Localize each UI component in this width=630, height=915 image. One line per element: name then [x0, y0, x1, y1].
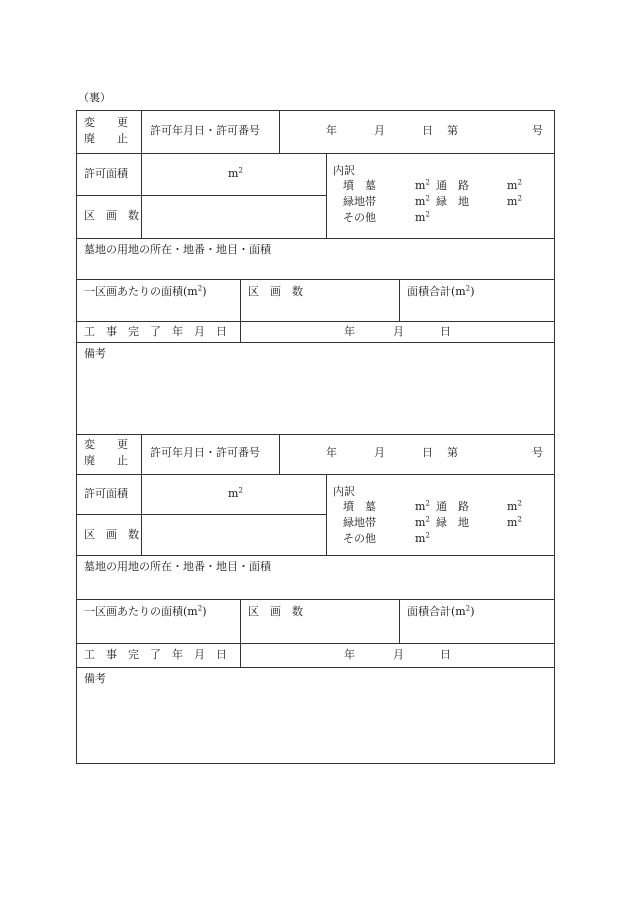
permit-month-label: 月 — [374, 124, 385, 137]
permit-go-label: 号 — [532, 446, 543, 459]
other-label: その他 — [343, 211, 376, 224]
lots-count-label: 区 画 数 — [248, 285, 303, 298]
grave-unit: $m^2$ — [415, 178, 430, 192]
per-lot-area-label: 一区画あたりの面積$(m^2)$ — [84, 604, 207, 618]
permit-area-label: 許可面積 — [84, 487, 128, 500]
form-section-1 — [77, 111, 554, 434]
completion-month-label: 月 — [393, 325, 404, 338]
total-area-label: 面積合計$(m^2)$ — [407, 604, 475, 618]
green-unit: $m^2$ — [507, 194, 522, 208]
breakdown-label: 内訳 — [333, 485, 355, 498]
permit-day-label: 日 — [422, 446, 433, 459]
form-section-2 — [77, 434, 554, 763]
permit-area-unit: $m^2$ — [228, 166, 243, 180]
other-unit: $m^2$ — [415, 210, 430, 224]
permit-area-label: 許可面積 — [84, 167, 128, 180]
lots-label: 区 画 数 — [84, 528, 139, 541]
breakdown-label: 内訳 — [333, 164, 355, 177]
permit-dai-label: 第 — [447, 124, 458, 137]
page-side-label: （裏） — [78, 91, 111, 104]
lots-label: 区 画 数 — [84, 209, 139, 222]
completion-month-label: 月 — [393, 648, 404, 661]
change-label: 変 更 — [84, 116, 128, 129]
permit-year-label: 年 — [326, 446, 337, 459]
location-label: 墓地の用地の所在・地番・地目・面積 — [84, 560, 271, 573]
green-unit: $m^2$ — [507, 515, 522, 529]
permit-go-label: 号 — [532, 124, 543, 137]
permit-dai-label: 第 — [447, 446, 458, 459]
abolish-label: 廃 止 — [84, 132, 128, 145]
abolish-label: 廃 止 — [84, 454, 128, 467]
permit-area-unit: $m^2$ — [228, 486, 243, 500]
path-unit: $m^2$ — [507, 178, 522, 192]
grave-unit: $m^2$ — [415, 499, 430, 513]
total-area-label: 面積合計$(m^2)$ — [407, 284, 475, 298]
green-belt-unit: $m^2$ — [415, 515, 430, 529]
green-label: 緑 地 — [436, 195, 469, 208]
change-label: 変 更 — [84, 438, 128, 451]
permit-month-label: 月 — [374, 446, 385, 459]
remarks-label: 備考 — [84, 347, 106, 360]
completion-year-label: 年 — [344, 648, 355, 661]
completion-year-label: 年 — [344, 325, 355, 338]
other-label: その他 — [343, 532, 376, 545]
path-label: 通 路 — [436, 179, 469, 192]
permit-day-label: 日 — [422, 124, 433, 137]
permit-year-label: 年 — [326, 124, 337, 137]
other-unit: $m^2$ — [415, 531, 430, 545]
path-unit: $m^2$ — [507, 499, 522, 513]
completion-date-label: 工 事 完 了 年 月 日 — [84, 648, 227, 661]
permit-form — [76, 110, 555, 764]
per-lot-area-label: 一区画あたりの面積$(m^2)$ — [84, 284, 207, 298]
green-belt-unit: $m^2$ — [415, 194, 430, 208]
remarks-label: 備考 — [84, 672, 106, 685]
grave-label: 墳 墓 — [343, 179, 376, 192]
completion-date-label: 工 事 完 了 年 月 日 — [84, 325, 227, 338]
green-belt-label: 緑地帯 — [343, 516, 376, 529]
grave-label: 墳 墓 — [343, 500, 376, 513]
path-label: 通 路 — [436, 500, 469, 513]
permit-date-number-label: 許可年月日・許可番号 — [150, 446, 260, 459]
location-label: 墓地の用地の所在・地番・地目・面積 — [84, 243, 271, 256]
permit-date-number-label: 許可年月日・許可番号 — [150, 124, 260, 137]
completion-day-label: 日 — [440, 648, 451, 661]
lots-count-label: 区 画 数 — [248, 605, 303, 618]
completion-day-label: 日 — [440, 325, 451, 338]
green-belt-label: 緑地帯 — [343, 195, 376, 208]
green-label: 緑 地 — [436, 516, 469, 529]
